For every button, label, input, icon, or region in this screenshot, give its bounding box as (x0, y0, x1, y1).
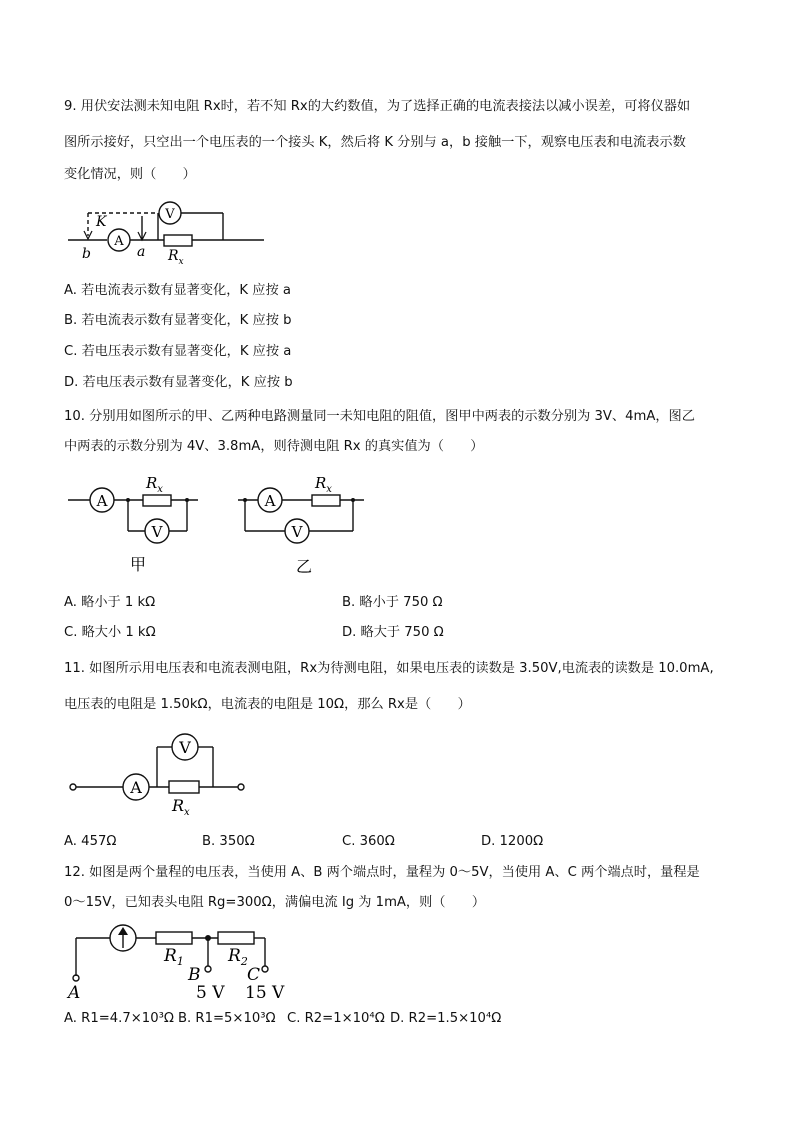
q9-b-label: b (82, 246, 91, 262)
q9-stem-line-1: 9. 用伏安法测未知电阻 Rx时，若不知 Rx的大约数值，为了选择正确的电流表接法以减小误差，可将仪器如 (64, 99, 691, 114)
q10-option-c: C. 略大小 1 kΩ (64, 625, 156, 640)
q12-option-c: C. R2=1×10⁴Ω (287, 1011, 385, 1026)
q10-option-d: D. 略大于 750 Ω (342, 625, 444, 640)
q12-option-b: B. R1=5×10³Ω (178, 1011, 276, 1026)
q11-stem-line-1: 11. 如图所示用电压表和电流表测电阻，Rx为待测电阻，如果电压表的读数是 3.50V,电流表的读数是 10.0mA, (64, 661, 714, 676)
q11-voltmeter-label: V (179, 738, 191, 757)
q12-15v-label: 15 V (245, 983, 285, 1003)
q12-a-terminal-label: A (68, 983, 81, 1003)
q10-right-caption: 乙 (295, 557, 313, 576)
q10-left-voltmeter-label: V (151, 523, 163, 541)
q12-stem-line-1: 12. 如图是两个量程的电压表，当使用 A、B 两个端点时，量程为 0～5V，当使用 A、C 两个端点时，量程是 (64, 865, 700, 880)
q12-option-d: D. R2=1.5×10⁴Ω (390, 1011, 502, 1026)
q10-stem-line-1: 10. 分别用如图所示的甲、乙两种电路测量同一未知电阻的阻值，图甲中两表的示数分别为 3V、4mA，图乙 (64, 409, 695, 424)
q10-left-caption: 甲 (129, 555, 147, 574)
q10-left-rx-label: $R_x$ (146, 474, 163, 495)
q12-5v-label: 5 V (196, 983, 225, 1003)
q10-left-ammeter-label: A (96, 492, 108, 510)
q10-circuit-diagram (60, 470, 380, 582)
q12-b-terminal-label: B (188, 965, 201, 985)
q10-option-b: B. 略小于 750 Ω (342, 595, 443, 610)
q9-a-label: a (137, 244, 146, 260)
q9-rx-label: $R_x$ (168, 248, 184, 267)
q9-option-c: C. 若电压表示数有显著变化，K 应按 a (64, 344, 292, 359)
q11-circuit-diagram (60, 728, 260, 820)
q9-k-label: K (96, 214, 107, 230)
q9-circuit-diagram (60, 192, 280, 268)
q11-option-d: D. 1200Ω (481, 834, 544, 849)
q10-right-ammeter-label: A (264, 492, 276, 510)
q10-right-voltmeter-label: V (291, 523, 303, 541)
q12-option-a: A. R1=4.7×10³Ω (64, 1011, 174, 1026)
q11-rx-label: $R_x$ (172, 796, 190, 818)
q9-option-d: D. 若电压表示数有显著变化，K 应按 b (64, 375, 293, 390)
q10-option-a: A. 略小于 1 kΩ (64, 595, 156, 610)
q9-stem-line-3: 变化情况，则（ ） (64, 167, 196, 182)
q11-option-b: B. 350Ω (202, 834, 255, 849)
q11-ammeter-label: A (130, 778, 142, 797)
q12-circuit-diagram (60, 920, 300, 1002)
q10-right-rx-label: $R_x$ (315, 474, 332, 495)
q9-ammeter-label: A (114, 234, 124, 249)
q12-r1-label: $R_1$ (164, 946, 184, 968)
q11-option-c: C. 360Ω (342, 834, 395, 849)
q10-stem-line-2: 中两表的示数分别为 4V、3.8mA，则待测电阻 Rx 的真实值为（ ） (64, 439, 484, 454)
q9-option-b: B. 若电流表示数有显著变化，K 应按 b (64, 313, 292, 328)
q12-stem-line-2: 0～15V，已知表头电阻 Rg=300Ω，满偏电流 Ig 为 1mA，则（ ） (64, 895, 486, 910)
q11-stem-line-2: 电压表的电阻是 1.50kΩ，电流表的电阻是 10Ω，那么 Rx是（ ） (64, 697, 471, 712)
q9-voltmeter-label: V (165, 207, 175, 222)
q11-option-a: A. 457Ω (64, 834, 117, 849)
q9-option-a: A. 若电流表示数有显著变化，K 应按 a (64, 283, 291, 298)
q12-r2-label: $R_2$ (228, 946, 248, 968)
q12-c-terminal-label: C (247, 965, 261, 985)
q9-stem-line-2: 图所示接好，只空出一个电压表的一个接头 K，然后将 K 分别与 a，b 接触一下，观察电压表和电流表示数 (64, 135, 686, 150)
